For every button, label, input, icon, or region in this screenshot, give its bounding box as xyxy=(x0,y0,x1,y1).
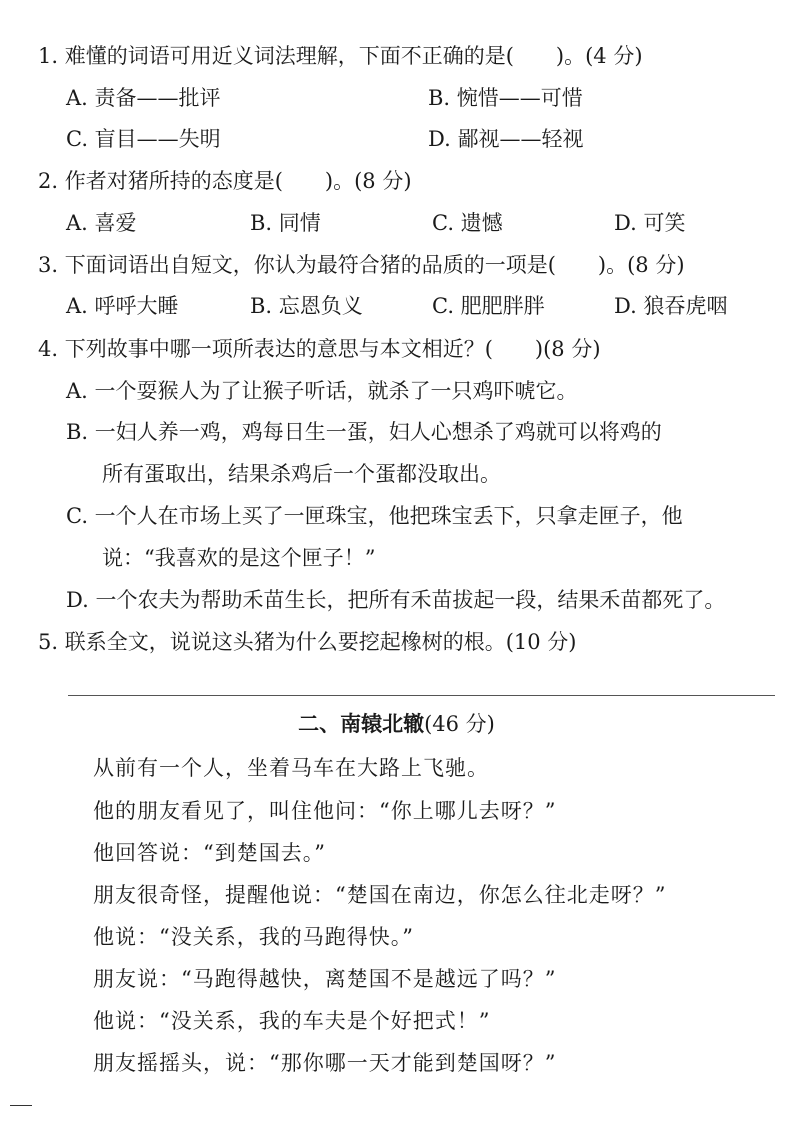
question-4-option-c: C. 一个人在市场上买了一匣珠宝，他把珠宝丢下，只拿走匣子，他 xyxy=(66,504,683,528)
story-line-7: 他说：“没关系，我的车夫是个好把式！” xyxy=(93,1009,491,1033)
story-line-6: 朋友说：“马跑得越快，离楚国不是越远了吗？” xyxy=(93,967,557,991)
story-line-3: 他回答说：“到楚国去。” xyxy=(93,841,326,865)
question-2-stem: 2. 作者对猪所持的态度是( )。(8 分) xyxy=(38,169,412,193)
story-line-4: 朋友很奇怪，提醒他说：“楚国在南边，你怎么往北走呀？” xyxy=(93,883,667,907)
story-line-8: 朋友摇摇头，说：“那你哪一天才能到楚国呀？” xyxy=(93,1051,557,1075)
section-title xyxy=(0,710,793,738)
question-3-option-d: D. 狼吞虎咽 xyxy=(614,294,728,318)
question-1-option-b: B. 惋惜——可惜 xyxy=(428,86,583,110)
question-2-option-b: B. 同情 xyxy=(250,211,321,235)
section-divider xyxy=(68,695,775,696)
section-score: (46 分) xyxy=(424,712,495,736)
question-4-option-b-continued: 所有蛋取出，结果杀鸡后一个蛋都没取出。 xyxy=(102,462,501,486)
question-3-option-b: B. 忘恩负义 xyxy=(250,294,363,318)
question-4-option-a: A. 一个耍猴人为了让猴子听话，就杀了一只鸡吓唬它。 xyxy=(66,379,578,403)
question-3-stem: 3. 下面词语出自短文，你认为最符合猪的品质的一项是( )。(8 分) xyxy=(38,253,685,277)
question-4-stem: 4. 下列故事中哪一项所表达的意思与本文相近？( )(8 分) xyxy=(38,337,601,361)
story-line-1: 从前有一个人，坐着马车在大路上飞驰。 xyxy=(93,756,489,780)
footer-mark xyxy=(10,1105,32,1106)
question-3-option-c: C. 肥肥胖胖 xyxy=(432,294,545,318)
question-4-option-d: D. 一个农夫为帮助禾苗生长，把所有禾苗拔起一段，结果禾苗都死了。 xyxy=(66,588,726,612)
question-1-option-c: C. 盲目——失明 xyxy=(66,127,221,151)
question-4-option-c-continued: 说：“我喜欢的是这个匣子！” xyxy=(102,546,376,570)
question-1-stem: 1. 难懂的词语可用近义词法理解，下面不正确的是( )。(4 分) xyxy=(38,44,643,68)
question-2-option-a: A. 喜爱 xyxy=(66,211,137,235)
section-title-text: 二、南辕北辙 xyxy=(298,712,425,736)
question-5-stem: 5. 联系全文，说说这头猪为什么要挖起橡树的根。(10 分) xyxy=(38,630,577,654)
question-2-option-c: C. 遗憾 xyxy=(432,211,503,235)
question-3-option-a: A. 呼呼大睡 xyxy=(66,294,179,318)
question-1-option-d: D. 鄙视——轻视 xyxy=(428,127,584,151)
question-4-option-b: B. 一妇人养一鸡，鸡每日生一蛋，妇人心想杀了鸡就可以将鸡的 xyxy=(66,420,662,444)
story-line-5: 他说：“没关系，我的马跑得快。” xyxy=(93,925,414,949)
story-line-2: 他的朋友看见了，叫住他问：“你上哪儿去呀？” xyxy=(93,799,557,823)
question-1-option-a: A. 责备——批评 xyxy=(66,86,221,110)
question-2-option-d: D. 可笑 xyxy=(614,211,686,235)
